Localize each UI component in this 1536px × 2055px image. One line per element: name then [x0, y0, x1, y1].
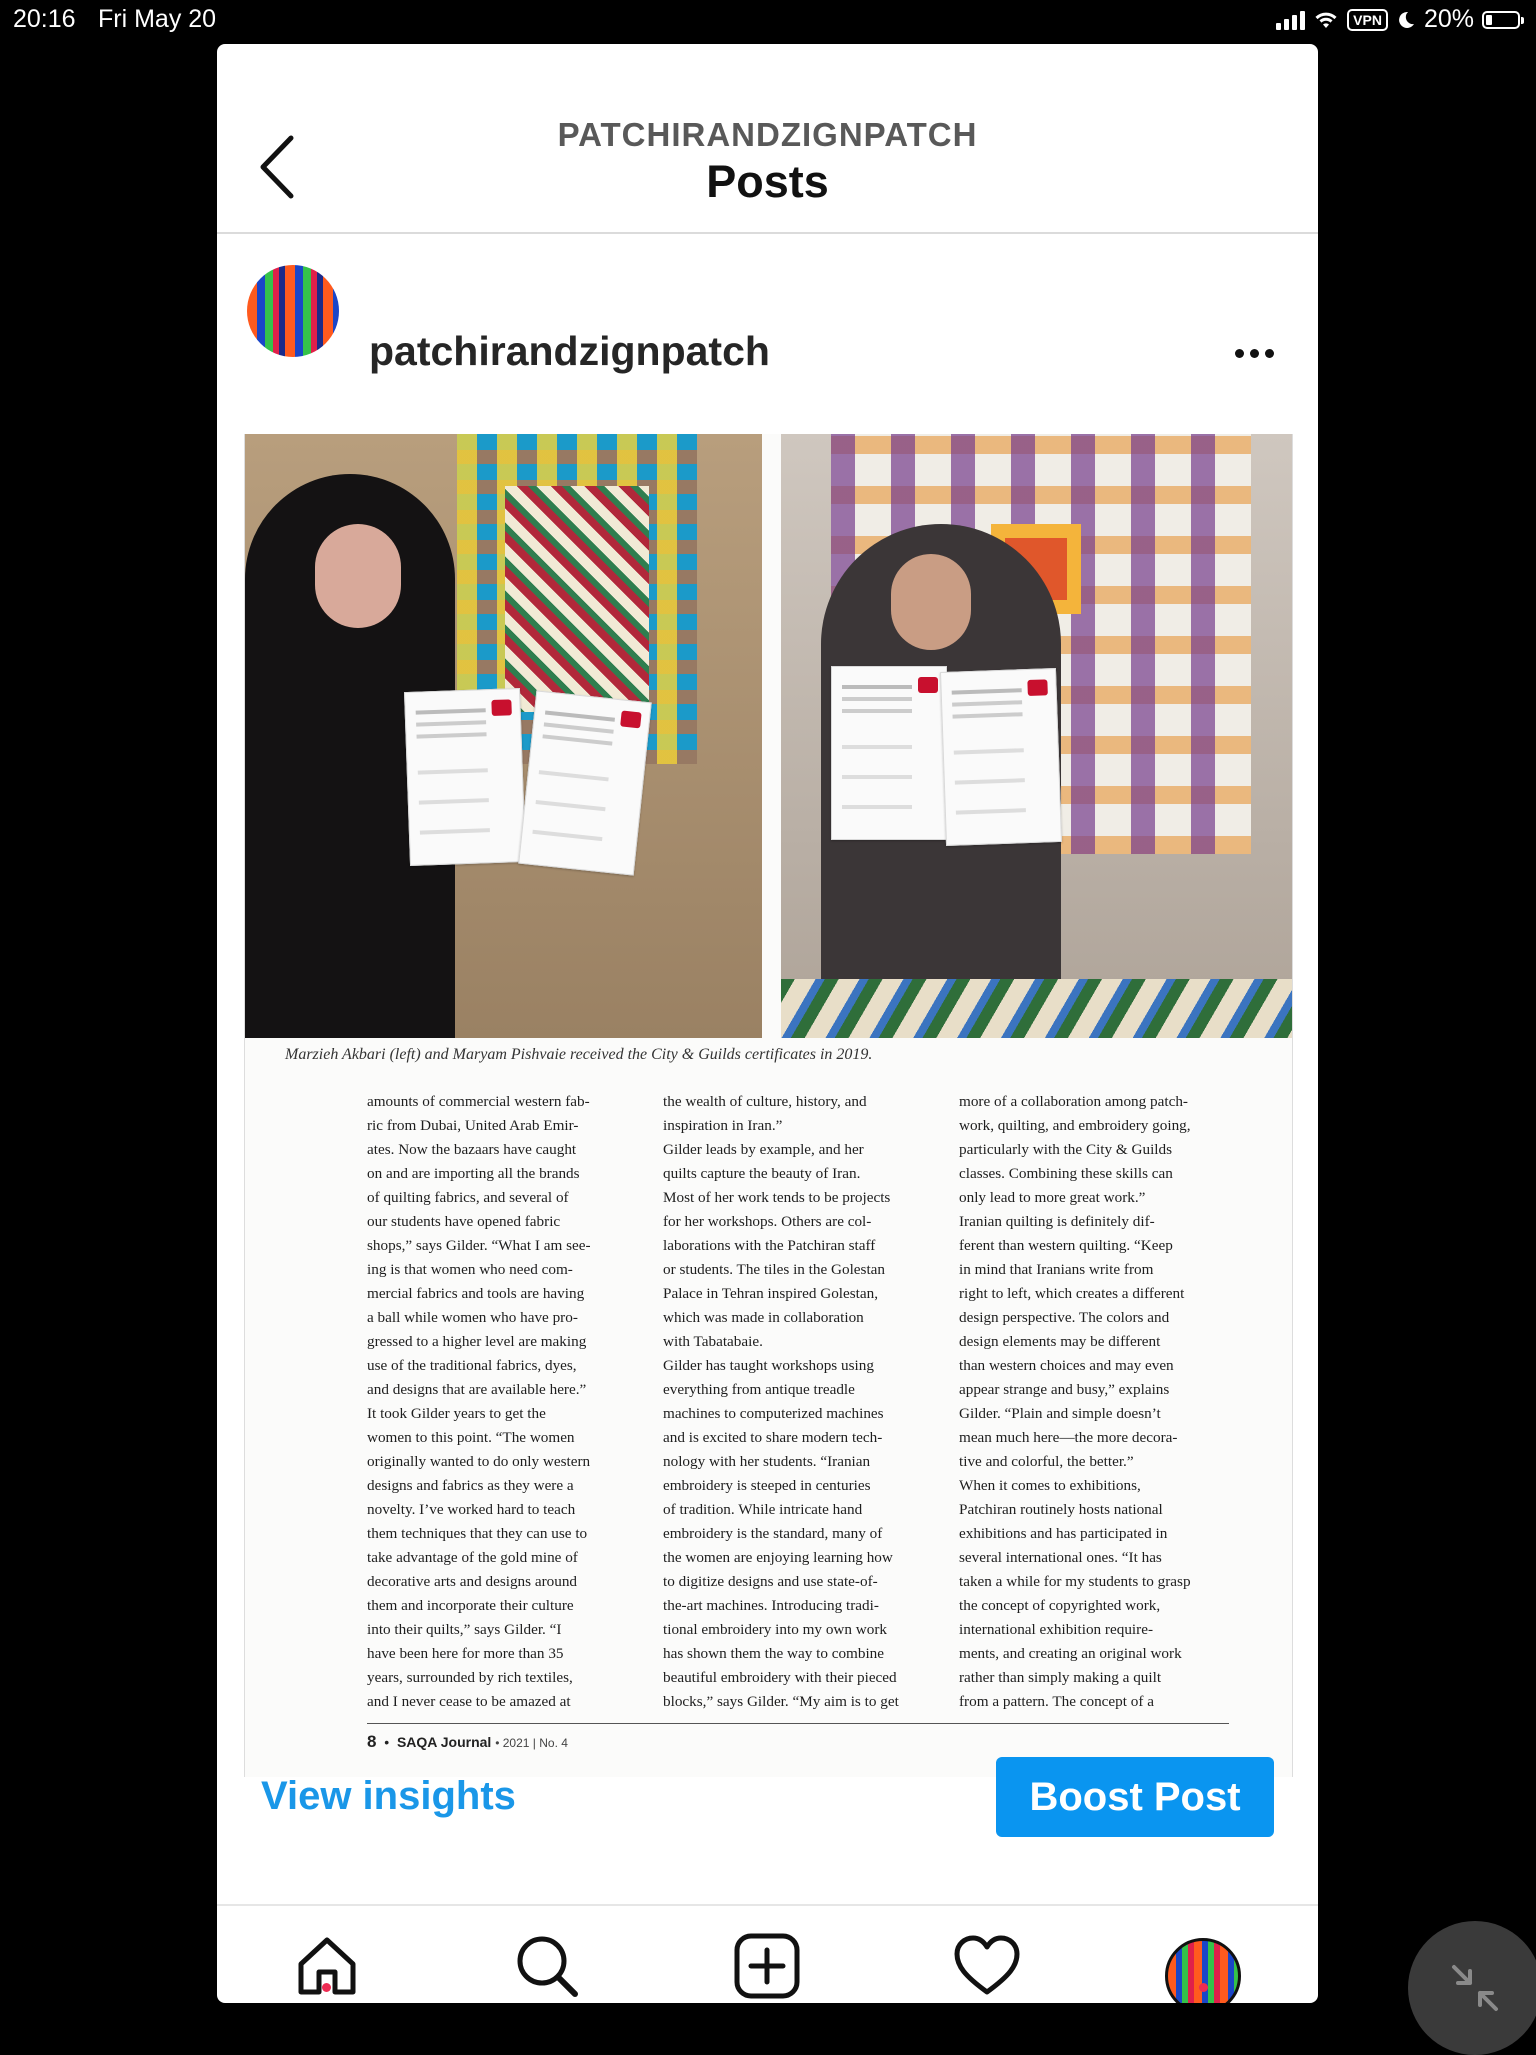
page-footer	[367, 1732, 568, 1752]
page-number: 8	[367, 1732, 377, 1751]
wifi-icon	[1313, 10, 1339, 30]
vpn-badge: VPN	[1347, 9, 1388, 31]
certificate	[404, 688, 526, 866]
post-username[interactable]: patchirandzignpatch	[369, 328, 770, 374]
article-column-2: the wealth of culture, history, and inspiration in Iran.” Gilder leads by example, and her quilts capture the beauty of Iran. Most of her work tends to be projects for her workshops. Others are col- laborations with the Patchiran staff or students. The tiles in the Golestan Palace in Tehran inspired Golestan, which was made in collaboration with Tabatabaie. Gilder has taught workshops using everything from antique treadle machines to computerized machines and is excited to share modern tech- nology with her students. “Iranian embroidery is steeped in centuries of tradition. While intricate hand embroidery is the standard, many of the women are enjoying learning how to digitize designs and use state-of- the-art machines. Introducing tradi- tional embroidery into my own work has shown them the way to combine beautiful embroidery with their pieced blocks,” says Gilder. “My aim is to get	[663, 1093, 899, 1710]
photo-marzieh-akbari	[245, 434, 762, 1038]
avatar[interactable]	[247, 265, 339, 357]
journal-issue: • 2021 | No. 4	[495, 1736, 568, 1750]
status-indicators	[1276, 5, 1520, 34]
article-column-1: amounts of commercial western fab- ric from Dubai, United Arab Emir- ates. Now the bazaars have caught on and are importing all the brands of quilting fabrics, and several of our students have opened fabric shops,” says Gilder. “What I am see- ing is that women who need com- mercial fabrics and tools are having a ball while women who have pro- gressed to a higher level are making use of the traditional fabrics, dyes, and designs that are available here.” It took Gilder years to get the women to this point. “The women originally wanted to do only western designs and fabrics as they were a novelty. I’ve worked hard to teach them techniques that they can use to take advantage of the gold mine of decorative arts and designs around them and incorporate their culture into their quilts,” says Gilder. “I have been here for more than 35 years, surrounded by rich textiles, and I never cease to be amazed at	[367, 1093, 591, 1710]
table-quilt	[781, 979, 1292, 1038]
posts-header	[217, 44, 1318, 234]
status-date: Fri May 20	[98, 5, 217, 33]
view-insights-link[interactable]: View insights	[261, 1774, 516, 1818]
magazine-page	[244, 434, 1293, 1777]
photo-caption: Marzieh Akbari (left) and Maryam Pishvaie received the City & Guilds certificates in 2019.	[285, 1046, 873, 1063]
article-column-3: more of a collaboration among patch- work, quilting, and embroidery going, particularly with the City & Guilds classes. Combining these skills can only lead to more great work.” Iranian quilting is definitely dif- ferent than western quilting. “Keep in mind that Iranians write from right to left, which creates a different design perspective. The colors and design elements may be different than western choices and may even appear strange and busy,” explains Gilder. “Plain and simple doesn’t mean much here—the more decora- tive and colorful, the better.” When it comes to exhibitions, Patchiran routinely hosts national exhibitions and has participated in several international ones. “It has taken a while for my students to grasp the concept of copyrighted work, international exhibition require- ments, and creating an original work rather than simply making a quilt from a pattern. The concept of a	[959, 1093, 1191, 1710]
page-title: Posts	[706, 156, 829, 207]
battery-icon	[1482, 11, 1520, 29]
footer-rule	[367, 1723, 1229, 1724]
post-image[interactable]	[217, 434, 1318, 1777]
journal-name: SAQA Journal	[396, 1734, 492, 1750]
cellular-signal-icon	[1276, 10, 1305, 30]
boost-post-button[interactable]: Boost Post	[996, 1757, 1274, 1837]
do-not-disturb-icon	[1396, 10, 1416, 30]
status-time: 20:16	[13, 5, 76, 33]
profile-notification-dot	[1199, 1983, 1208, 1992]
plus-square-icon[interactable]	[731, 1930, 803, 2002]
minimize-button[interactable]	[1408, 1921, 1536, 2055]
photo-maryam-pishvaie	[781, 434, 1292, 1038]
status-bar	[0, 0, 1536, 40]
certificate	[940, 668, 1062, 846]
heart-icon[interactable]	[951, 1930, 1023, 2002]
battery-percent: 20%	[1423, 5, 1474, 33]
certificate	[518, 690, 652, 875]
app-window	[217, 44, 1318, 2003]
account-name: PATCHIRANDZIGNPATCH	[557, 116, 978, 153]
home-notification-dot	[322, 1983, 331, 1992]
search-icon[interactable]	[511, 1930, 583, 2002]
certificate	[831, 666, 947, 840]
footer-separator: •	[384, 1734, 390, 1750]
more-options-icon[interactable]	[1235, 349, 1274, 358]
minimize-arrows-icon	[1450, 1963, 1500, 2013]
